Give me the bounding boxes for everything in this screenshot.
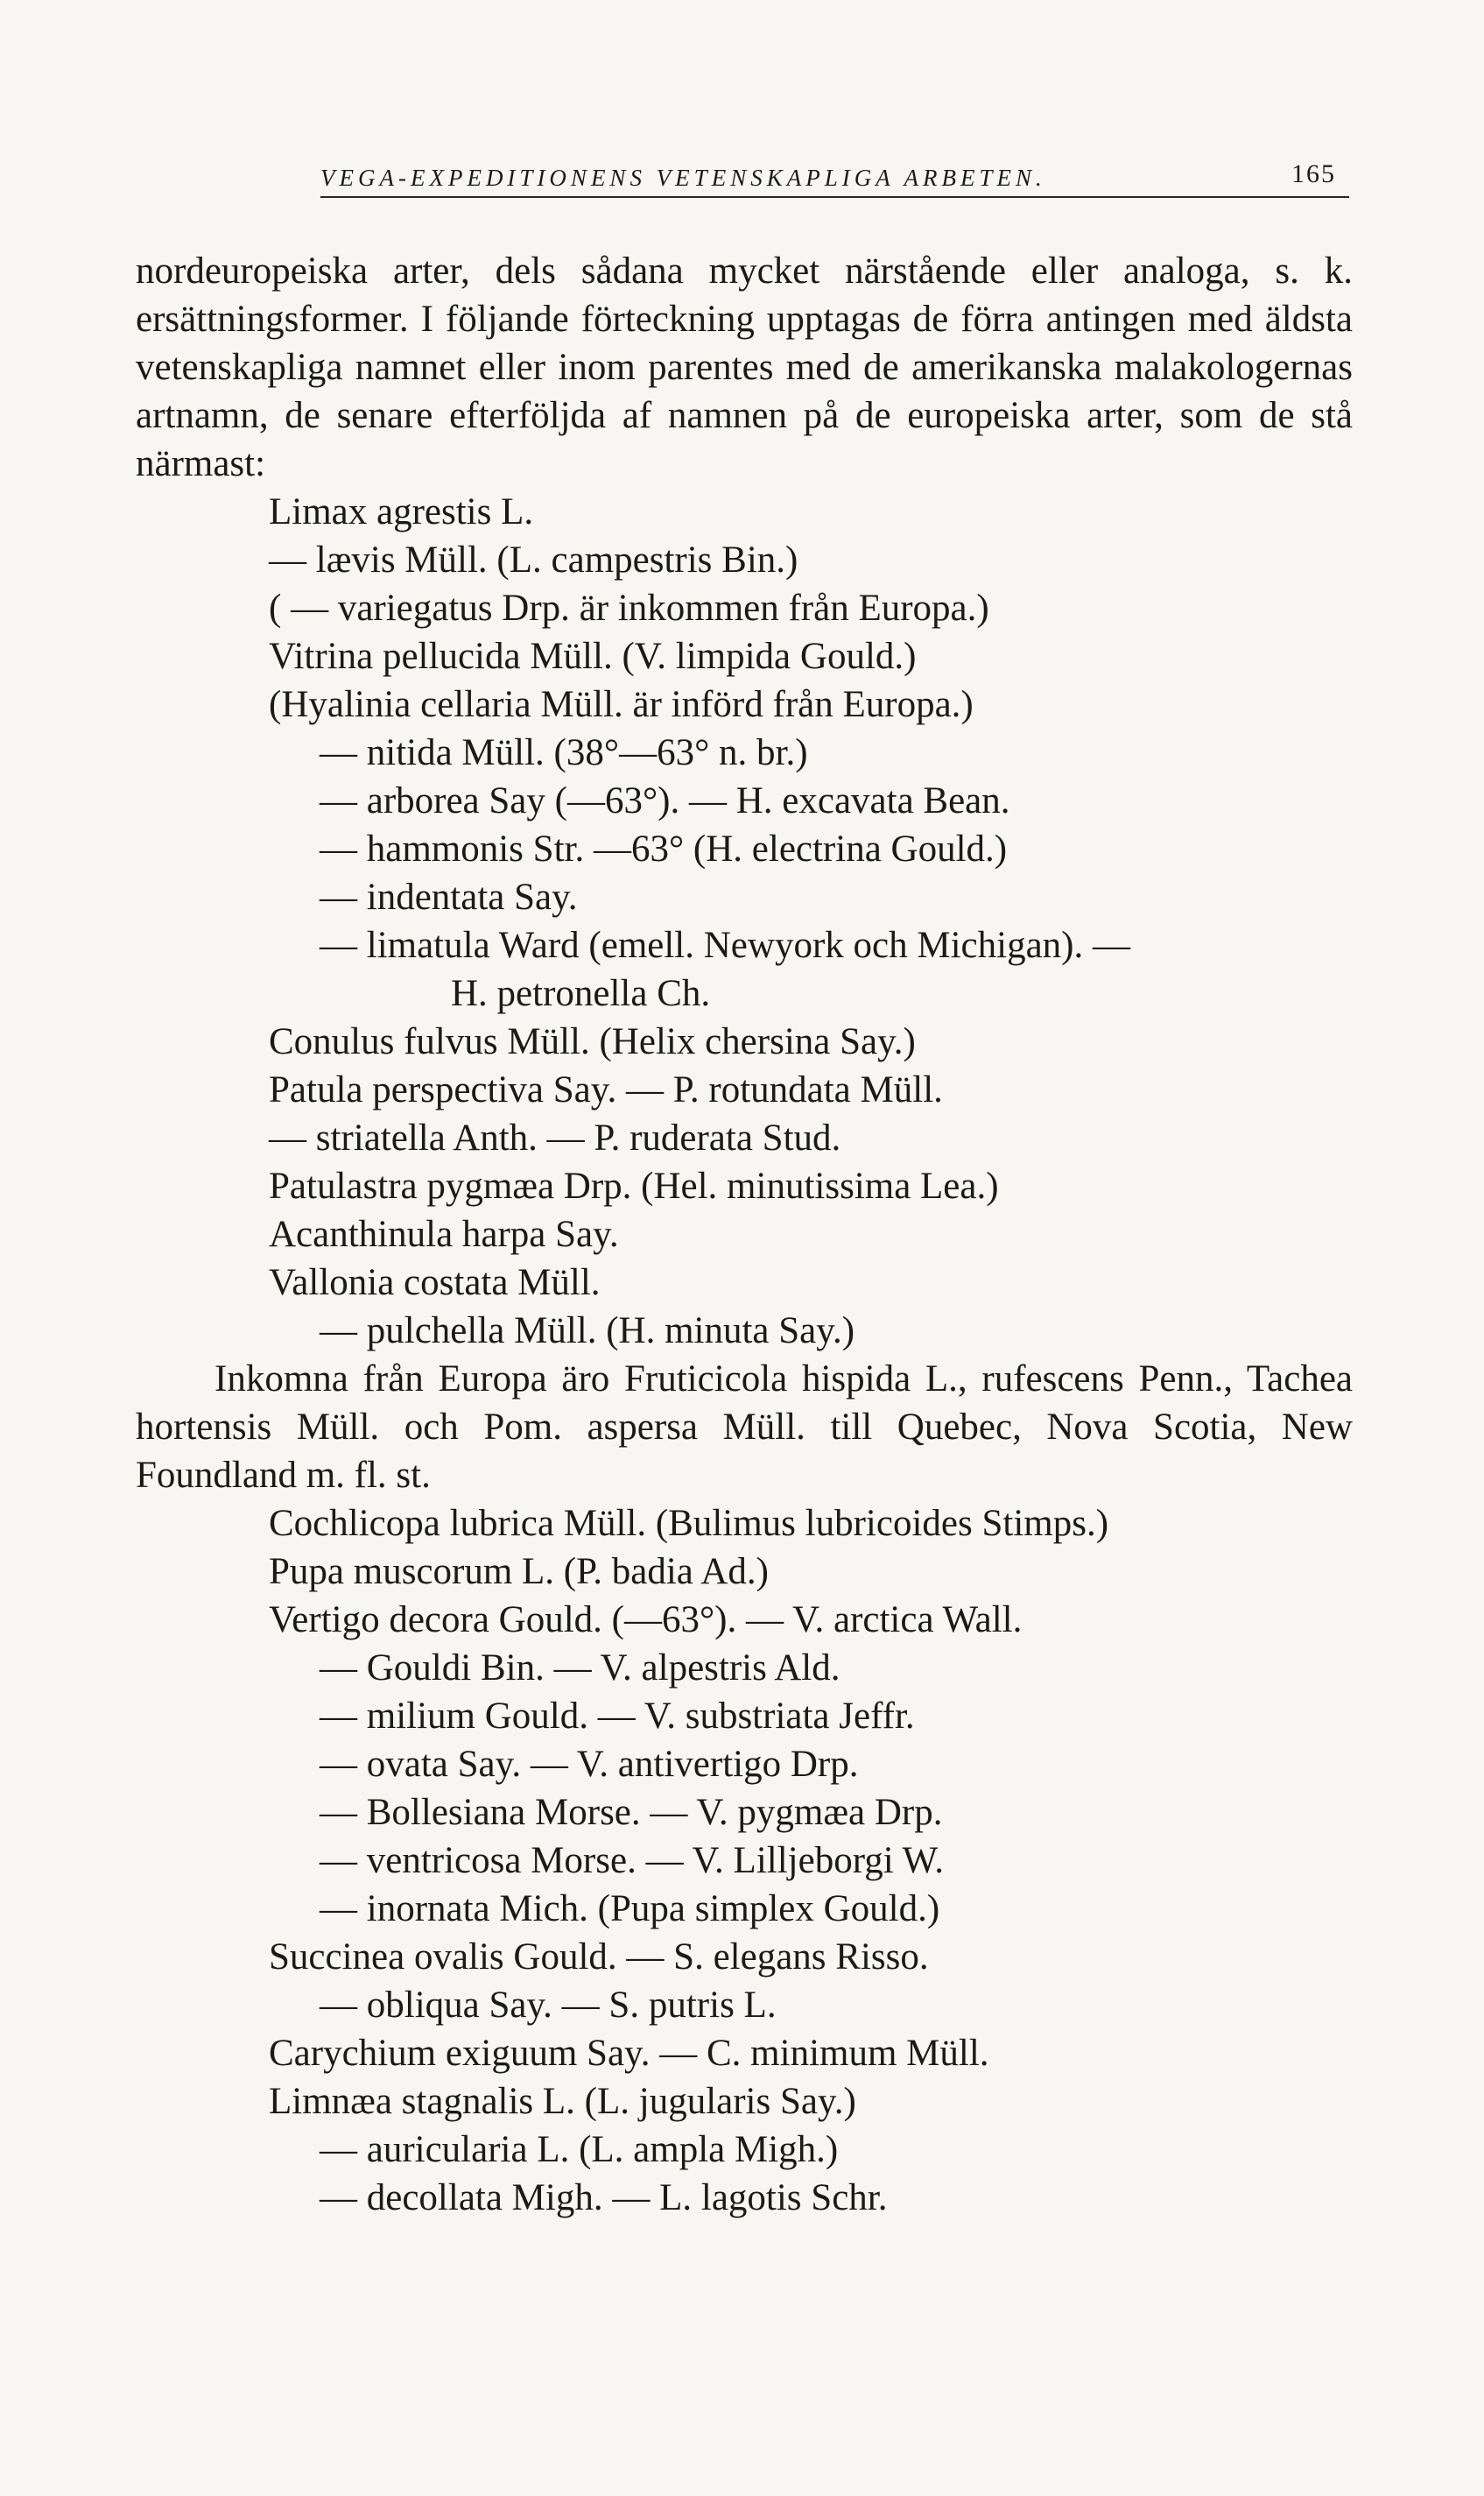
species-entry: — Gouldi Bin. — V. alpestris Ald.	[320, 1647, 840, 1689]
species-entry: Vitrina pellucida Müll. (V. limpida Gould.)	[269, 636, 917, 677]
running-header	[320, 165, 1349, 198]
species-entry: — Bollesiana Morse. — V. pygmæa Drp.	[320, 1792, 943, 1833]
intro-paragraph: nordeuropeiska arter, dels sådana mycket närstående eller analoga, s. k. ersättningsformer. I följande förteckning upptagas de förra antingen med äldsta vetenskapliga namnet eller inom parentes med de amerikanska malakologernas artnamn, de senare efterföljda af namnen på de europeiska arter, som de stå närmast:	[136, 250, 1353, 484]
species-entry: — lævis Müll. (L. campestris Bin.)	[269, 539, 798, 581]
species-entry: — pulchella Müll. (H. minuta Say.)	[320, 1310, 855, 1351]
species-entry: — limatula Ward (emell. Newyork och Michigan). —	[320, 925, 1130, 966]
species-entry: Pupa muscorum L. (P. badia Ad.)	[269, 1551, 769, 1592]
species-entry: Limnæa stagnalis L. (L. jugularis Say.)	[269, 2081, 856, 2122]
species-list-b	[136, 1499, 1353, 2222]
species-entry: Conulus fulvus Müll. (Helix chersina Say.)	[269, 1021, 916, 1062]
species-entry: Patula perspectiva Say. — P. rotundata Müll.	[269, 1069, 943, 1111]
species-entry: H. petronella Ch.	[451, 973, 711, 1014]
species-entry: — milium Gould. — V. substriata Jeffr.	[320, 1696, 915, 1737]
species-entry: Limax agrestis L.	[269, 491, 534, 532]
species-entry: — hammonis Str. —63° (H. electrina Gould.)	[320, 828, 1008, 870]
species-entry: ( — variegatus Drp. är inkommen från Europa.)	[269, 588, 989, 629]
species-entry: — ovata Say. — V. antivertigo Drp.	[320, 1744, 859, 1785]
species-entry: — indentata Say.	[320, 877, 578, 918]
species-list-a	[136, 488, 1353, 1355]
species-entry: — striatella Anth. — P. ruderata Stud.	[269, 1118, 841, 1159]
species-entry: Acanthinula harpa Say.	[269, 1214, 619, 1255]
species-entry: Succinea ovalis Gould. — S. elegans Risso.	[269, 1936, 929, 1978]
species-entry: — decollata Migh. — L. lagotis Schr.	[320, 2177, 888, 2218]
species-entry: — obliqua Say. — S. putris L.	[320, 1985, 777, 2026]
species-entry: Patulastra pygmæa Drp. (Hel. minutissima Lea.)	[269, 1166, 999, 1207]
species-entry: — arborea Say (—63°). — H. excavata Bean.	[320, 780, 1010, 821]
species-entry: Carychium exiguum Say. — C. minimum Müll.	[269, 2033, 989, 2074]
page-body	[136, 247, 1353, 2222]
species-entry: Vertigo decora Gould. (—63°). — V. arctica Wall.	[269, 1599, 1023, 1640]
species-entry: — ventricosa Morse. — V. Lilljeborgi W.	[320, 1840, 945, 1881]
species-entry: (Hyalinia cellaria Müll. är införd från Europa.)	[269, 684, 974, 725]
species-entry: — auricularia L. (L. ampla Migh.)	[320, 2129, 839, 2170]
import-paragraph: Inkomna från Europa äro Fruticicola hispida L., rufescens Penn., Tachea hortensis Müll. och Pom. aspersa Müll. till Quebec, Nova Scotia, New Foundland m. fl. st.	[136, 1358, 1353, 1496]
page-number: 165	[1291, 159, 1336, 188]
species-entry: Vallonia costata Müll.	[269, 1262, 601, 1303]
species-entry: — nitida Müll. (38°—63° n. br.)	[320, 732, 808, 773]
running-head-title: VEGA-EXPEDITIONENS VETENSKAPLIGA ARBETEN.	[320, 165, 1046, 191]
species-entry: — inornata Mich. (Pupa simplex Gould.)	[320, 1888, 940, 1929]
species-entry: Cochlicopa lubrica Müll. (Bulimus lubricoides Stimps.)	[269, 1503, 1109, 1544]
